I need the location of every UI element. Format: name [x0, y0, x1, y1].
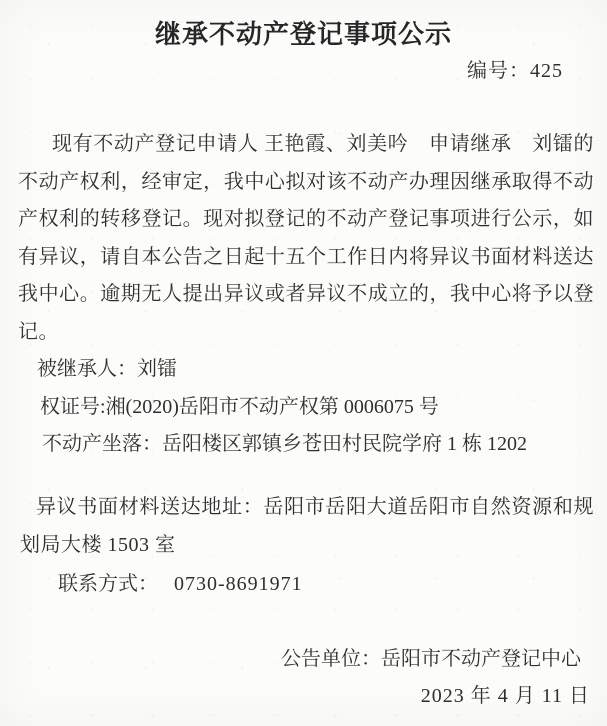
- page-title: 继承不动产登记事项公示: [154, 20, 452, 49]
- field-certificate-value: 湘(2020)岳阳市不动产权第 0006075 号: [105, 395, 439, 418]
- field-decedent: [0, 351, 607, 389]
- field-location-label: 不动产坐落：: [42, 433, 162, 455]
- footer-date: 2023 年 4 月 11 日: [420, 685, 590, 707]
- doc-number-label: 编号：: [467, 60, 530, 82]
- contact-line: [0, 566, 607, 604]
- field-property-location: [0, 426, 607, 464]
- field-location-value: 岳阳楼区郭镇乡苍田村民院学府 1 栋 1202: [162, 433, 527, 455]
- field-decedent-label: 被继承人：: [37, 358, 137, 380]
- notice-fields: [0, 351, 607, 464]
- objection-address-paragraph: 异议书面材料送达地址：岳阳市岳阳大道岳阳市自然资源和规划局大楼 1503 室: [20, 496, 594, 556]
- contact-phone-number: 0730-8691971: [174, 573, 303, 595]
- contact-label: 联系方式：: [58, 573, 158, 595]
- doc-number-value: 425: [530, 60, 563, 82]
- notice-body-paragraph: 现有不动产登记申请人 王艳霞、刘美吟 申请继承 刘镭的不动产权利，经审定，我中心拟对该不动产办理因继承取得不动产权利的转移登记。现对拟登记的不动产登记事项进行公示，如有异议，请自本公告之日起十五个工作日内将异议书面材料送达我中心。逾期无人提出异议或者异议不成立的，我中心将予以登记。: [18, 133, 594, 343]
- field-certificate-number: [0, 389, 607, 427]
- footer-unit-value: 岳阳市不动产登记中心: [381, 648, 581, 670]
- footer-issuing-unit: [281, 641, 581, 679]
- field-certificate-label: 权证号:: [40, 395, 106, 418]
- doc-number: [467, 58, 563, 85]
- field-decedent-value: 刘镭: [137, 358, 177, 380]
- footer-unit-label: 公告单位：: [281, 648, 381, 670]
